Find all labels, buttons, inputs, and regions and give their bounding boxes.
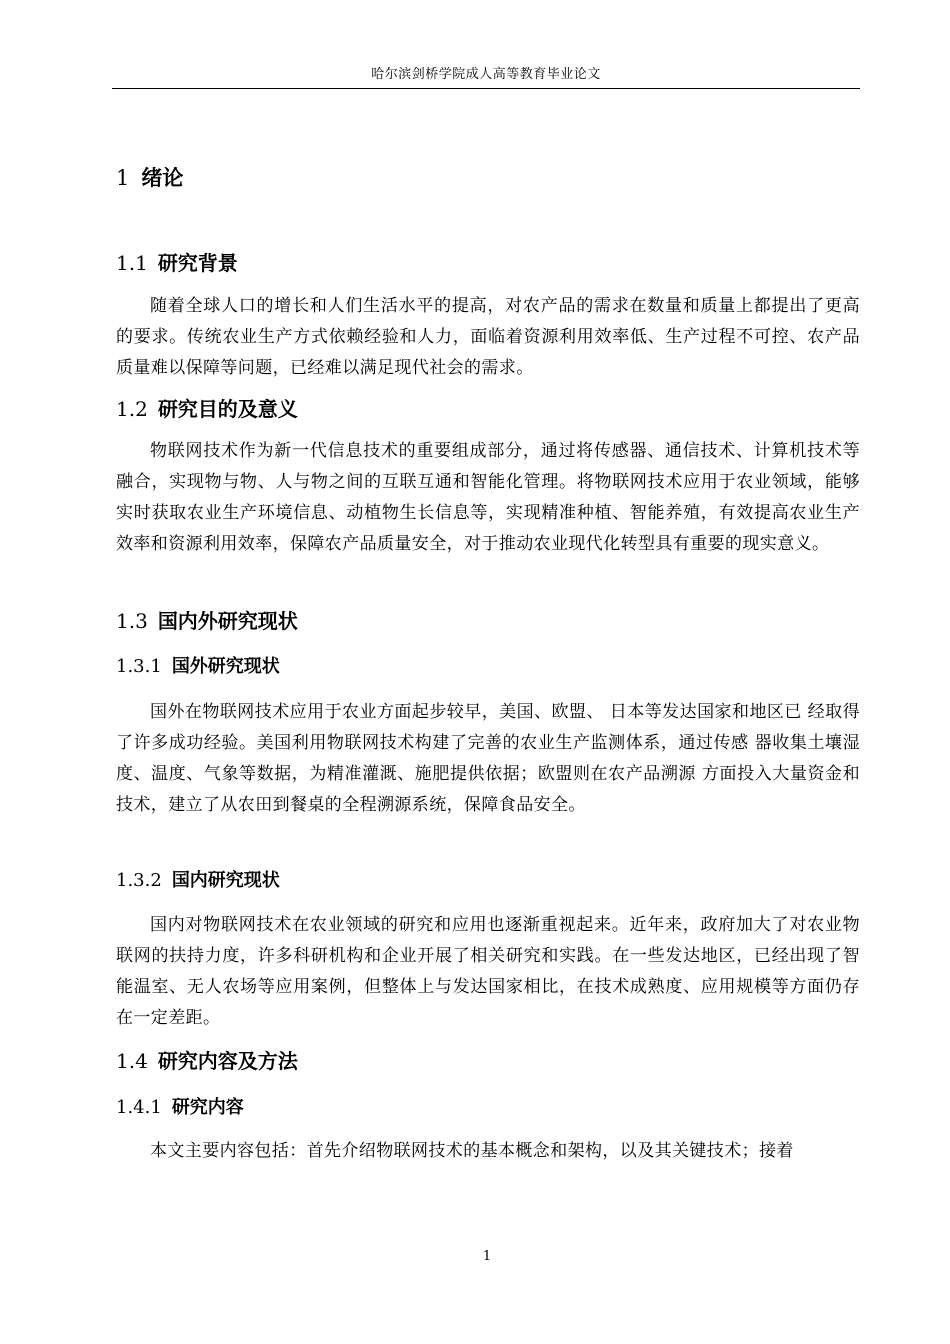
paragraph-research-content: 本文主要内容包括：首先介绍物联网技术的基本概念和架构，以及其关键技术；接着 xyxy=(150,1141,794,1161)
page-header: 哈尔滨剑桥学院成人高等教育毕业论文 xyxy=(371,67,601,82)
section-title: 研究内容及方法 xyxy=(157,1049,298,1073)
section-title: 研究背景 xyxy=(157,251,238,275)
subsection-title: 国内研究现状 xyxy=(171,870,280,891)
subsection-heading-1-3-2 xyxy=(116,867,860,895)
section-number: 1.4 xyxy=(116,1049,148,1073)
subsection-title: 国外研究现状 xyxy=(171,656,280,677)
section-number: 1.2 xyxy=(116,397,148,421)
chapter-number: 1 xyxy=(116,166,130,190)
paragraph-research-background: 随着全球人口的增长和人们生活水平的提高，对农产品的需求在数量和质量上都提出了更高的要求。传统农业生产方式依赖经验和人力，面临着资源利用效率低、生产过程不可控、农产品质量难以保障等问题，已经难以满足现代社会的需求。 xyxy=(116,296,860,378)
subsection-number: 1.3.2 xyxy=(116,870,162,891)
subsection-number: 1.3.1 xyxy=(116,656,162,677)
paragraph-domestic-research: 国内对物联网技术在农业领域的研究和应用也逐渐重视起来。近年来，政府加大了对农业物联网的扶持力度，许多科研机构和企业开展了相关研究和实践。在一些发达地区，已经出现了智能温室、无人农场等应用案例，但整体上与发达国家相比，在技术成熟度、应用规模等方面仍存在一定差距。 xyxy=(116,915,860,1028)
section-title: 国内外研究现状 xyxy=(157,609,298,633)
section-heading-1-4 xyxy=(116,1046,860,1076)
chapter-heading xyxy=(116,163,860,193)
page-number: 1 xyxy=(482,1249,492,1264)
subsection-title: 研究内容 xyxy=(171,1097,244,1118)
chapter-title: 绪论 xyxy=(141,166,184,190)
section-number: 1.3 xyxy=(116,609,148,633)
section-title: 研究目的及意义 xyxy=(157,397,298,421)
section-heading-1-3 xyxy=(116,606,860,636)
header-rule xyxy=(112,88,860,89)
subsection-number: 1.4.1 xyxy=(116,1097,162,1118)
subsection-heading-1-3-1 xyxy=(116,653,860,681)
paragraph-foreign-research: 国外在物联网技术应用于农业方面起步较早，美国、欧盟、 日本等发达国家和地区已 经取得了许多成功经验。美国利用物联网技术构建了完善的农业生产监测体系，通过传感 器收集土壤湿度、温度、气象等数据，为精准灌溉、施肥提供依据；欧盟则在农产品溯源 方面投入大量资金和技术，建立了从农田到餐桌的全程溯源系统，保障食品安全。 xyxy=(116,702,860,815)
section-heading-1-2 xyxy=(116,394,860,424)
subsection-heading-1-4-1 xyxy=(116,1094,860,1122)
paragraph-research-purpose: 物联网技术作为新一代信息技术的重要组成部分，通过将传感器、通信技术、计算机技术等融合，实现物与物、人与物之间的互联互通和智能化管理。将物联网技术应用于农业领域，能够实时获取农业生产环境信息、动植物生长信息等，实现精准种植、智能养殖，有效提高农业生产效率和资源利用效率，保障农产品质量安全，对于推动农业现代化转型具有重要的现实意义。 xyxy=(116,441,860,554)
section-number: 1.1 xyxy=(116,251,148,275)
section-heading-1-1 xyxy=(116,248,860,278)
